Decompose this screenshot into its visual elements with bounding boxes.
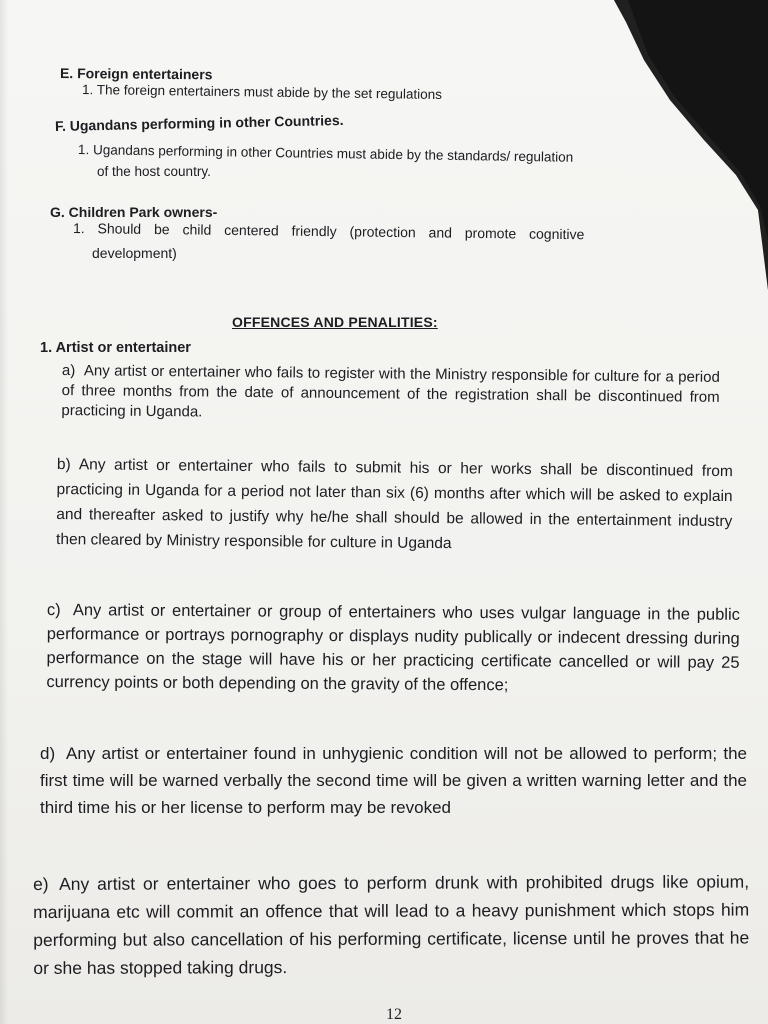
section-g-item-line2: development) [92, 245, 177, 261]
page-number: 12 [386, 1006, 402, 1023]
offence-item-label: d) [40, 744, 56, 763]
offence-item-label: e) [33, 873, 49, 894]
offence-item-label: a) [61, 361, 76, 380]
section-g-title: G. Children Park owners- [50, 204, 218, 220]
offence-item-e [33, 868, 749, 982]
offence-item-label: b) [56, 455, 71, 474]
offence-item-label: c) [46, 600, 61, 620]
offence-item-text: Any artist or entertainer who fails to submit his or her works shall be discontinued from practicing in Uganda for a period not later than six (6) months after which will be asked to explain and thereafter asked to justify why he/he shall should be allowed in the entertainment industry then cleared by Ministry responsible for culture in Uganda [55, 456, 733, 553]
section-f-item-line2: of the host country. [97, 164, 211, 179]
offence-item-text: Any artist or entertainer or group of entertainers who uses vulgar language in the public performance or portrays pornography or displays nudity publically or indecent dressing during performance on the stage will have his or her practicing certificate cancelled or will pay 25 currency points or both depending on the gravity of the offence; [46, 601, 740, 695]
offence-item-text: Any artist or entertainer who goes to perform drunk with prohibited drugs like opium, marijuana etc will commit an offence that will lead to a heavy punishment which stops him performing but also cancellation of his performing certificate, license until he proves that he or she has stopped taking drugs. [33, 871, 750, 978]
section-g-item-line1: 1. Should be child centered friendly (protection and promote cognitive [72, 220, 585, 243]
page-edge-shadow [0, 0, 8, 1024]
offences-category-title: 1. Artist or entertainer [40, 340, 191, 356]
offence-item-c [46, 598, 740, 699]
offences-heading: OFFENCES AND PENALITIES: [232, 314, 438, 330]
section-f-title: F. Ugandans performing in other Countries. [54, 111, 344, 134]
offence-item-b [56, 452, 733, 559]
offence-item-d [40, 740, 747, 821]
offence-item-a [61, 361, 720, 428]
section-e-title: E. Foreign entertainers [59, 65, 213, 83]
folded-corner-shadow [608, 0, 768, 290]
offence-item-text: Any artist or entertainer who fails to register with the Ministry responsible for culture for a period of three months from the date of announcement of the registration shall be discontinued from practicing in Uganda. [61, 362, 720, 421]
section-e-item: 1. The foreign entertainers must abide by the set regulations [81, 82, 443, 103]
offence-item-text: Any artist or entertainer found in unhygienic condition will not be allowed to perform; the first time will be warned verbally the second time will be given a written warning letter and the third time his or her license to perform may be revoked [40, 744, 747, 817]
section-f-item-line1: 1. Ugandans performing in other Countries must abide by the standards/ regulation [77, 142, 574, 165]
